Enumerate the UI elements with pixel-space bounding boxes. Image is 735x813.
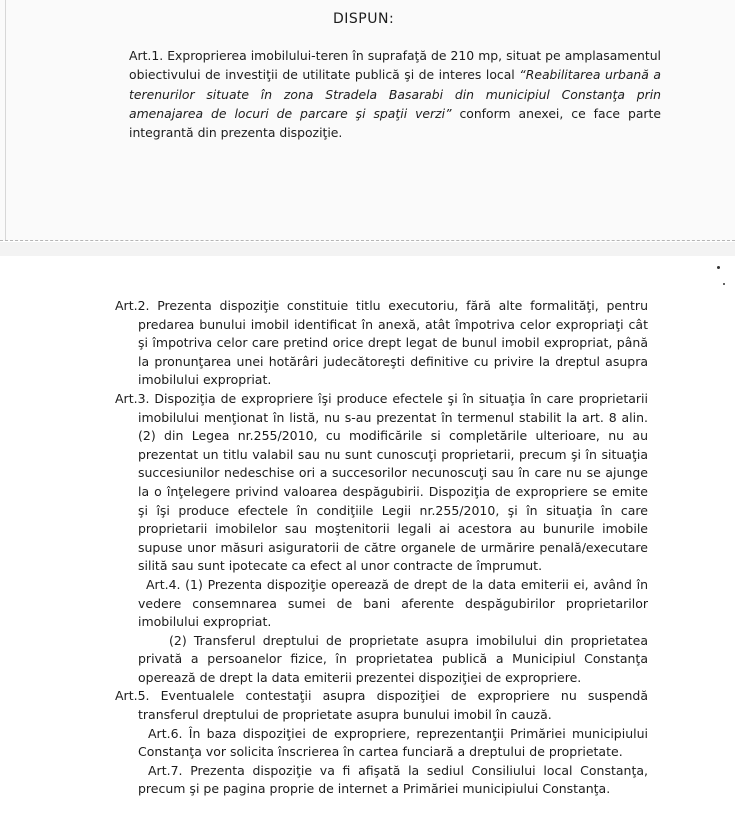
page-separator xyxy=(0,242,735,256)
article-3: Art.3. Dispoziţia de expropriere îşi produce efectele şi în situaţia în care proprietarii imobilului menţionat în listă, nu s-au prezentat în termenul stabilit la art. 8 alin.(2) din Legea nr.255/2010, cu modificările si completările ulterioare, nu au prezentat un titlu valabil sau nu sunt cunoscuţi proprietarii, precum şi în situaţia succesiunilor nedeschise ori a succesorilor necunoscuţi sau în care nu se ajunge la o înţelegere privind valoarea despăgubirii. Dispoziţia de expropriere se emite şi îşi produce efectele în condiţiile Legii nr.255/2010, şi în situaţia în care proprietarii imobilelor sau moştenitorii legali ai acestora au bunurile imobile supuse unor măsuri asiguratorii de către organele de urmărire penală/executare silită sau sunt ipotecate ca efect al unor contracte de împrumut. xyxy=(115,390,648,574)
scan-speck xyxy=(723,283,725,285)
article-1-tail: conform anexei, ce face parte integrantă din prezenta dispoziţie. xyxy=(129,105,661,141)
page-edge xyxy=(0,0,6,240)
article-7: Art.7. Prezenta dispoziţie va fi afişată la sediul Consiliului local Constanţa, precum şi pe pagina proprie de internet a Primăriei municipiului Constanţa. xyxy=(138,762,648,797)
article-4-paragraph-1: Art.4. (1) Prezenta dispoziţie operează de drept de la data emiterii ei, având în vedere consemnarea sumei de bani aferente despăgubirilor proprietarilor imobilului expropriat. xyxy=(138,576,648,630)
page-top-section xyxy=(0,0,735,241)
project-title: “Reabilitarea urbană a terenurilor situate în zona Stradela Basarabi din municipiul Constanţa prin amenajarea de locuri de parcare şi spaţii verzi” xyxy=(129,67,661,121)
article-2: Art.2. Prezenta dispoziţie constituie titlu executoriu, fără alte formalităţi, pentru predarea bunului imobil identificat în anexă, atât împotriva celor expropriaţi cât şi împotriva celor care pretind orice drept legat de bunul imobil expropriat, până la pronunţarea unei hotărâri judecătoreşti definitive cu privire la dreptul asupra imobilului expropriat. xyxy=(115,298,648,388)
page-body xyxy=(115,297,648,799)
section-heading: DISPUN: xyxy=(333,11,395,27)
scan-speck xyxy=(717,266,720,269)
article-1 xyxy=(129,46,661,142)
article-5: Art.5. Eventualele contestaţii asupra dispoziţiei de expropriere nu suspendă transferul dreptului de proprietate asupra bunului imobil în cauză. xyxy=(115,688,648,723)
article-1-lead: Art.1. Exproprierea imobilului-teren în suprafaţă de 210 mp, situat pe amplasamentul obiectivului de investiţii de utilitate publică şi de interes local xyxy=(129,48,661,83)
article-6: Art.6. În baza dispoziţiei de expropriere, reprezentanţii Primăriei municipiului Constanţa vor solicita înscrierea în cartea funciară a dreptului de proprietate. xyxy=(138,725,648,760)
article-4-paragraph-2: (2) Transferul dreptului de proprietate asupra imobilului din proprietatea privată a persoanelor fizice, în proprietatea publică a Municipiul Constanţa operează de drept la data emiterii prezentei dispoziţiei de expropriere. xyxy=(138,632,648,685)
